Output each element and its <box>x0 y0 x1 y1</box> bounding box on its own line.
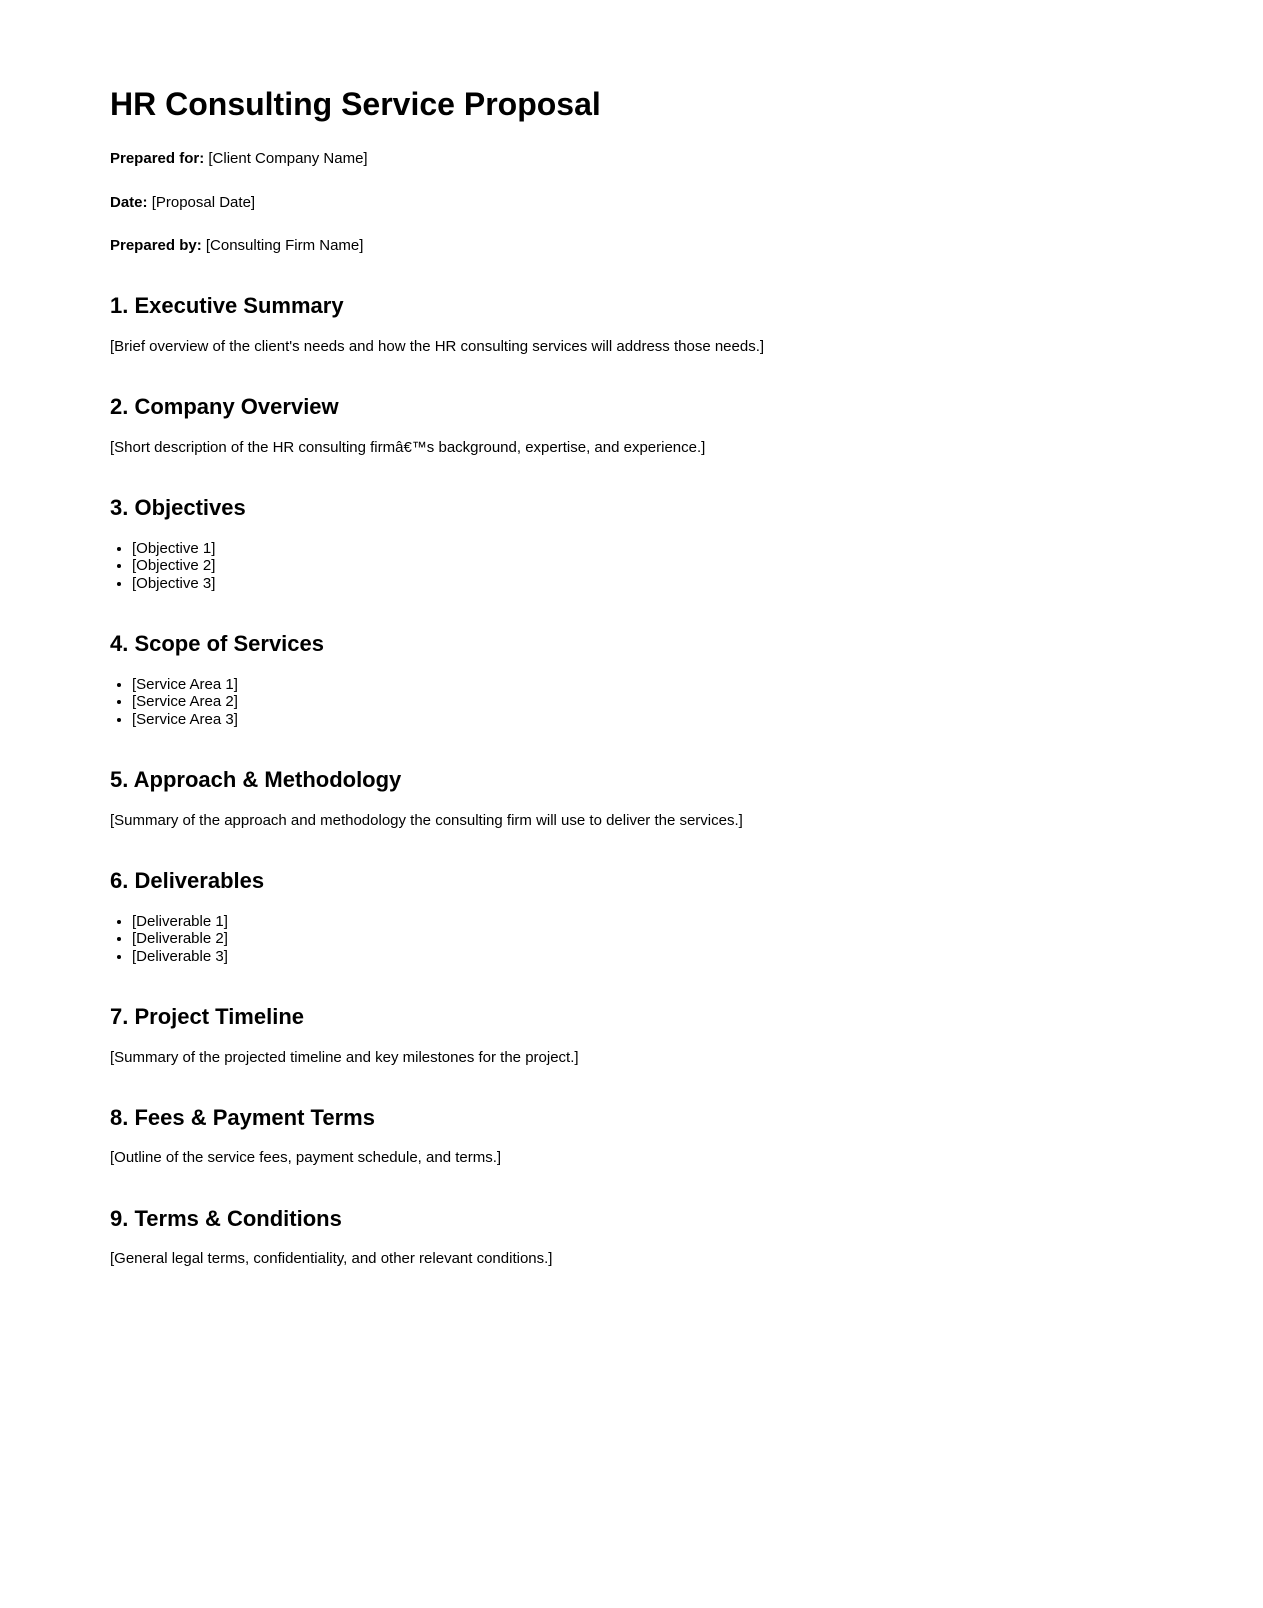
section-terms-conditions <box>110 1206 1153 1268</box>
section-company-overview <box>110 394 1153 456</box>
section-company-overview-heading: 2. Company Overview <box>110 394 339 420</box>
section-approach-methodology-body: [Summary of the approach and methodology the consulting firm will use to deliver the services.] <box>110 811 743 829</box>
meta-date-value: [Proposal Date] <box>151 193 256 211</box>
list-item: • [Service Area 2] <box>132 693 1153 711</box>
section-terms-conditions-body: [General legal terms, confidentiality, and other relevant conditions.] <box>110 1250 553 1268</box>
section-deliverables-heading: 6. Deliverables <box>110 868 265 894</box>
list-item: • [Service Area 3] <box>132 711 1153 729</box>
meta-date <box>110 194 1153 211</box>
meta-prepared-for-value: [Client Company Name] <box>208 150 368 168</box>
scope-of-services-list <box>110 676 1153 729</box>
list-item: • [Deliverable 3] <box>132 948 1153 966</box>
section-fees-payment-terms <box>110 1105 1153 1167</box>
section-executive-summary-body: [Brief overview of the client's needs and how the HR consulting services will address those needs.] <box>110 337 765 355</box>
section-company-overview-body: [Short description of the HR consulting firmâ€™s background, expertise, and experience.] <box>110 438 706 456</box>
section-approach-methodology-heading: 5. Approach & Methodology <box>110 767 402 793</box>
meta-prepared-for <box>110 150 1153 167</box>
section-project-timeline <box>110 1004 1153 1066</box>
list-item: • [Objective 2] <box>132 557 1153 575</box>
list-item: • [Service Area 1] <box>132 676 1153 694</box>
section-fees-payment-terms-heading: 8. Fees & Payment Terms <box>110 1104 375 1130</box>
section-approach-methodology <box>110 767 1153 829</box>
section-executive-summary-heading: 1. Executive Summary <box>110 293 344 319</box>
meta-prepared-by <box>110 237 1153 254</box>
section-project-timeline-heading: 7. Project Timeline <box>110 1004 305 1030</box>
section-objectives-heading: 3. Objectives <box>110 495 246 521</box>
section-scope-of-services <box>110 631 1153 728</box>
section-deliverables <box>110 868 1153 965</box>
objectives-list <box>110 540 1153 593</box>
section-objectives <box>110 495 1153 592</box>
list-item: • [Deliverable 2] <box>132 930 1153 948</box>
section-executive-summary <box>110 293 1153 355</box>
list-item: • [Objective 3] <box>132 575 1153 593</box>
document-title: HR Consulting Service Proposal <box>110 86 601 122</box>
list-item: • [Objective 1] <box>132 540 1153 558</box>
meta-prepared-by-label: Prepared by: <box>110 236 202 254</box>
meta-prepared-for-label: Prepared for: <box>110 150 205 168</box>
section-terms-conditions-heading: 9. Terms & Conditions <box>110 1205 342 1231</box>
list-item: • [Deliverable 1] <box>132 913 1153 931</box>
section-project-timeline-body: [Summary of the projected timeline and key milestones for the project.] <box>110 1048 579 1066</box>
deliverables-list <box>110 913 1153 966</box>
section-fees-payment-terms-body: [Outline of the service fees, payment schedule, and terms.] <box>110 1149 502 1167</box>
meta-date-label: Date: <box>110 193 148 211</box>
meta-prepared-by-value: [Consulting Firm Name] <box>205 236 364 254</box>
section-scope-of-services-heading: 4. Scope of Services <box>110 631 324 657</box>
